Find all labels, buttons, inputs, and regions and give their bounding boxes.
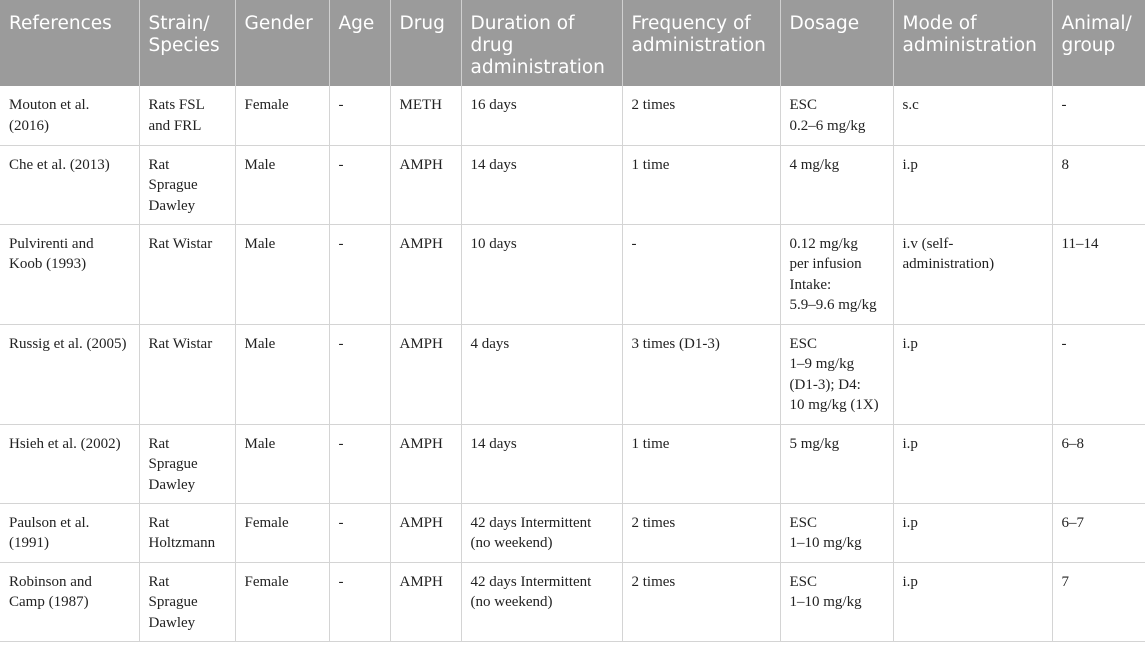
cell-duration: 10 days: [461, 224, 622, 324]
header-animal-group: Animal/ group: [1052, 0, 1145, 86]
cell-reference: Pulvirenti and Koob (1993): [0, 224, 139, 324]
cell-mode: s.c: [893, 86, 1052, 145]
cell-strain: Rat Wistar: [139, 224, 235, 324]
header-gender: Gender: [235, 0, 329, 86]
cell-duration: 14 days: [461, 424, 622, 503]
cell-animal-group: 6–7: [1052, 503, 1145, 562]
header-frequency: Frequency of administration: [622, 0, 780, 86]
cell-strain: Rat Sprague Dawley: [139, 424, 235, 503]
cell-animal-group: 6–8: [1052, 424, 1145, 503]
cell-animal-group: 7: [1052, 562, 1145, 641]
cell-animal-group: 11–14: [1052, 224, 1145, 324]
header-references: References: [0, 0, 139, 86]
cell-age: -: [329, 324, 390, 424]
cell-frequency: 3 times (D1-3): [622, 324, 780, 424]
table-row: [0, 503, 1145, 562]
cell-mode: i.v (self- administration): [893, 224, 1052, 324]
table-row: [0, 224, 1145, 324]
cell-drug: METH: [390, 86, 461, 145]
cell-frequency: 2 times: [622, 503, 780, 562]
cell-gender: Female: [235, 86, 329, 145]
cell-frequency: 1 time: [622, 145, 780, 224]
cell-strain: Rat Sprague Dawley: [139, 562, 235, 641]
cell-mode: i.p: [893, 562, 1052, 641]
cell-age: -: [329, 562, 390, 641]
table-row: [0, 562, 1145, 641]
cell-dosage: ESC 1–9 mg/kg (D1-3); D4: 10 mg/kg (1X): [780, 324, 893, 424]
cell-drug: AMPH: [390, 324, 461, 424]
table-row: [0, 86, 1145, 145]
header-dosage: Dosage: [780, 0, 893, 86]
cell-duration: 42 days Intermittent (no weekend): [461, 503, 622, 562]
table-row: [0, 424, 1145, 503]
cell-age: -: [329, 86, 390, 145]
cell-dosage: 4 mg/kg: [780, 145, 893, 224]
cell-strain: Rats FSL and FRL: [139, 86, 235, 145]
cell-gender: Female: [235, 562, 329, 641]
cell-drug: AMPH: [390, 562, 461, 641]
cell-dosage: 0.12 mg/kg per infusion Intake: 5.9–9.6 mg/kg: [780, 224, 893, 324]
cell-drug: AMPH: [390, 503, 461, 562]
cell-age: -: [329, 224, 390, 324]
cell-reference: Hsieh et al. (2002): [0, 424, 139, 503]
cell-duration: 14 days: [461, 145, 622, 224]
cell-age: -: [329, 145, 390, 224]
cell-gender: Female: [235, 503, 329, 562]
cell-drug: AMPH: [390, 424, 461, 503]
cell-dosage: ESC 0.2–6 mg/kg: [780, 86, 893, 145]
cell-reference: Mouton et al. (2016): [0, 86, 139, 145]
cell-mode: i.p: [893, 324, 1052, 424]
cell-mode: i.p: [893, 424, 1052, 503]
cell-mode: i.p: [893, 145, 1052, 224]
cell-frequency: -: [622, 224, 780, 324]
cell-age: -: [329, 503, 390, 562]
cell-strain: Rat Wistar: [139, 324, 235, 424]
cell-gender: Male: [235, 145, 329, 224]
cell-animal-group: -: [1052, 324, 1145, 424]
cell-mode: i.p: [893, 503, 1052, 562]
header-strain-species: Strain/ Species: [139, 0, 235, 86]
cell-frequency: 1 time: [622, 424, 780, 503]
cell-animal-group: 8: [1052, 145, 1145, 224]
table-row: [0, 145, 1145, 224]
cell-dosage: 5 mg/kg: [780, 424, 893, 503]
cell-duration: 16 days: [461, 86, 622, 145]
cell-strain: Rat Holtzmann: [139, 503, 235, 562]
cell-gender: Male: [235, 324, 329, 424]
cell-duration: 4 days: [461, 324, 622, 424]
cell-age: -: [329, 424, 390, 503]
cell-frequency: 2 times: [622, 562, 780, 641]
table-row: [0, 324, 1145, 424]
header-mode: Mode of administration: [893, 0, 1052, 86]
cell-reference: Robinson and Camp (1987): [0, 562, 139, 641]
header-age: Age: [329, 0, 390, 86]
cell-drug: AMPH: [390, 145, 461, 224]
header-drug: Drug: [390, 0, 461, 86]
cell-gender: Male: [235, 424, 329, 503]
cell-animal-group: -: [1052, 86, 1145, 145]
header-duration: Duration of drug administration: [461, 0, 622, 86]
cell-gender: Male: [235, 224, 329, 324]
table-header-row: [0, 0, 1145, 86]
cell-reference: Paulson et al. (1991): [0, 503, 139, 562]
cell-strain: Rat Sprague Dawley: [139, 145, 235, 224]
cell-reference: Russig et al. (2005): [0, 324, 139, 424]
cell-reference: Che et al. (2013): [0, 145, 139, 224]
cell-dosage: ESC 1–10 mg/kg: [780, 503, 893, 562]
cell-frequency: 2 times: [622, 86, 780, 145]
cell-duration: 42 days Intermittent (no weekend): [461, 562, 622, 641]
cell-drug: AMPH: [390, 224, 461, 324]
cell-dosage: ESC 1–10 mg/kg: [780, 562, 893, 641]
